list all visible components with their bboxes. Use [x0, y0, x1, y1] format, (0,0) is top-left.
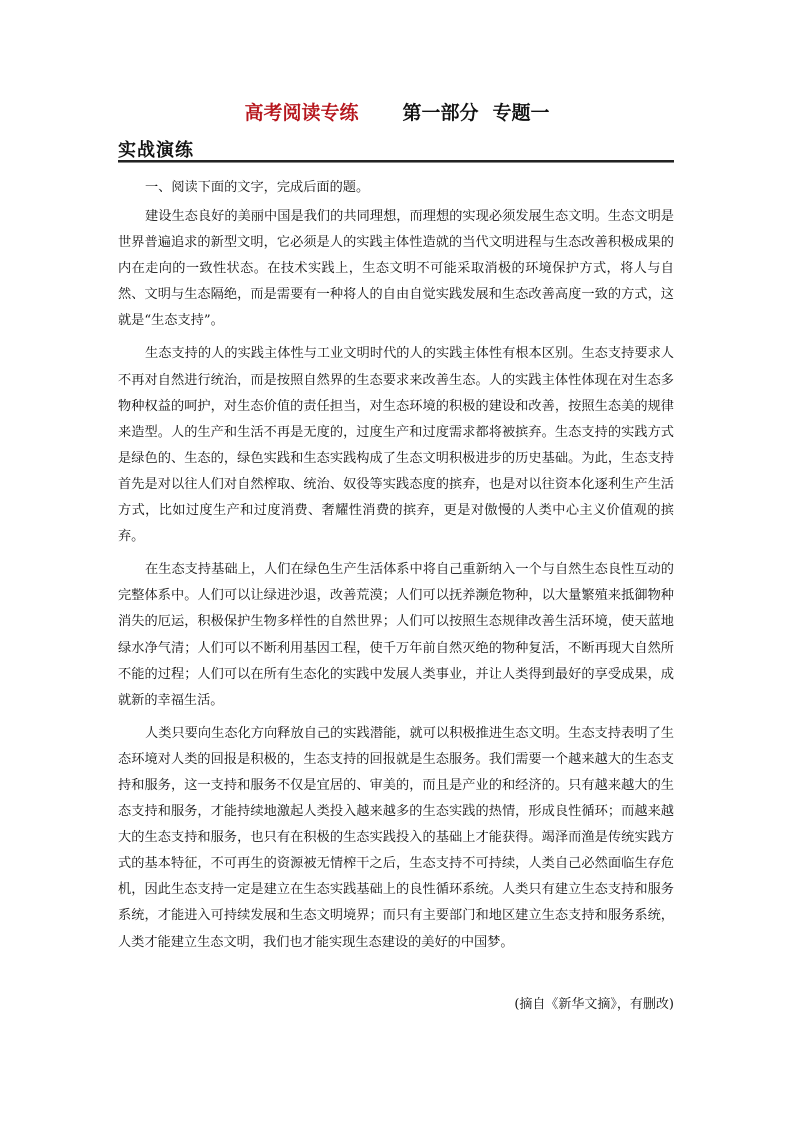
source-citation: (摘自《新华文摘》，有删改): [514, 997, 674, 1012]
page-title: [0, 98, 794, 125]
title-part: 第一部分: [402, 102, 479, 124]
title-part-topic: [402, 102, 549, 124]
passage-paragraph-1: 建设生态良好的美丽中国是我们的共同理想，而理想的实现必须发展生态文明。生态文明是世界普遍追求的新型文明，它必须是人的实践主体性造就的当代文明进程与生态改善积极成果的内在走向的一致性状态。在技术实践上，生态文明不可能采取消极的环境保护方式，将人与自然、文明与生态隔绝，而是需要有一种将人的自由自觉实践发展和生态改善高度一致的方式，这就是“生态支持”。: [118, 209, 674, 329]
title-topic: 专题一: [492, 102, 550, 124]
section-divider: [118, 160, 674, 163]
section-heading: 实战演练: [118, 140, 194, 161]
passage-paragraph-2: 生态支持的人的实践主体性与工业文明时代的人的实践主体性有根本区别。生态支持要求人不再对自然进行统治，而是按照自然界的生态要求来改善生态。人的实践主体性体现在对生态多物种权益的呵护，对生态价值的责任担当，对生态环境的积极的建设和改善，按照生态美的规律来造型。人的生产和生活不再是无度的，过度生产和过度需求都将被摈弃。生态支持的实践方式是绿色的、生态的，绿色实践和生态实践构成了生态文明积极进步的历史基础。为此，生态支持首先是对以往人们对自然榨取、统治、奴役等实践态度的摈弃，也是对以往资本化逐利生产生活方式，比如过度生产和过度消费、奢耀性消费的摈弃，更是对傲慢的人类中心主义价值观的摈弃。: [118, 346, 674, 545]
reading-passage: [118, 175, 674, 963]
passage-paragraph-3: 在生态支持基础上，人们在绿色生产生活体系中将自己重新纳入一个与自然生态良性互动的完整体系中。人们可以让绿进沙退，改善荒漠；人们可以抚养濒危物种，以大量繁殖来抵御物种消失的厄运，积极保护生物多样性的自然世界；人们可以按照生态规律改善生活环境，使天蓝地绿水净气清；人们可以不断利用基因工程，使千万年前自然灭绝的物种复活，不断再现大自然所不能的过程；人们可以在所有生态化的实践中发展人类事业，并让人类得到最好的享受成果，成就新的幸福生活。: [118, 562, 674, 708]
question-instruction: 一、阅读下面的文字，完成后面的题。: [145, 180, 370, 195]
title-series: 高考阅读专练: [244, 102, 359, 124]
passage-paragraph-4: 人类只要向生态化方向释放自己的实践潜能，就可以积极推进生态文明。生态支持表明了生态环境对人类的回报是积极的，生态支持的回报就是生态服务。我们需要一个越来越大的生态支持和服务，这一支持和服务不仅是宜居的、审美的，而且是产业的和经济的。只有越来越大的生态支持和服务，才能持续地激起人类投入越来越多的生态实践的热情，形成良性循环；而越来越大的生态支持和服务，也只有在积极的生态实践投入的基础上才能获得。竭泽而渔是传统实践方式的基本特征，不可再生的资源被无情榨干之后，生态支持不可持续，人类自己必然面临生存危机，因此生态支持一定是建立在生态实践基础上的良性循环系统。人类只有建立生态支持和服务系统，才能进入可持续发展和生态文明境界；而只有主要部门和地区建立生态支持和服务系统，人类才能建立生态文明，我们也才能实现生态建设的美好的中国梦。: [118, 725, 674, 950]
